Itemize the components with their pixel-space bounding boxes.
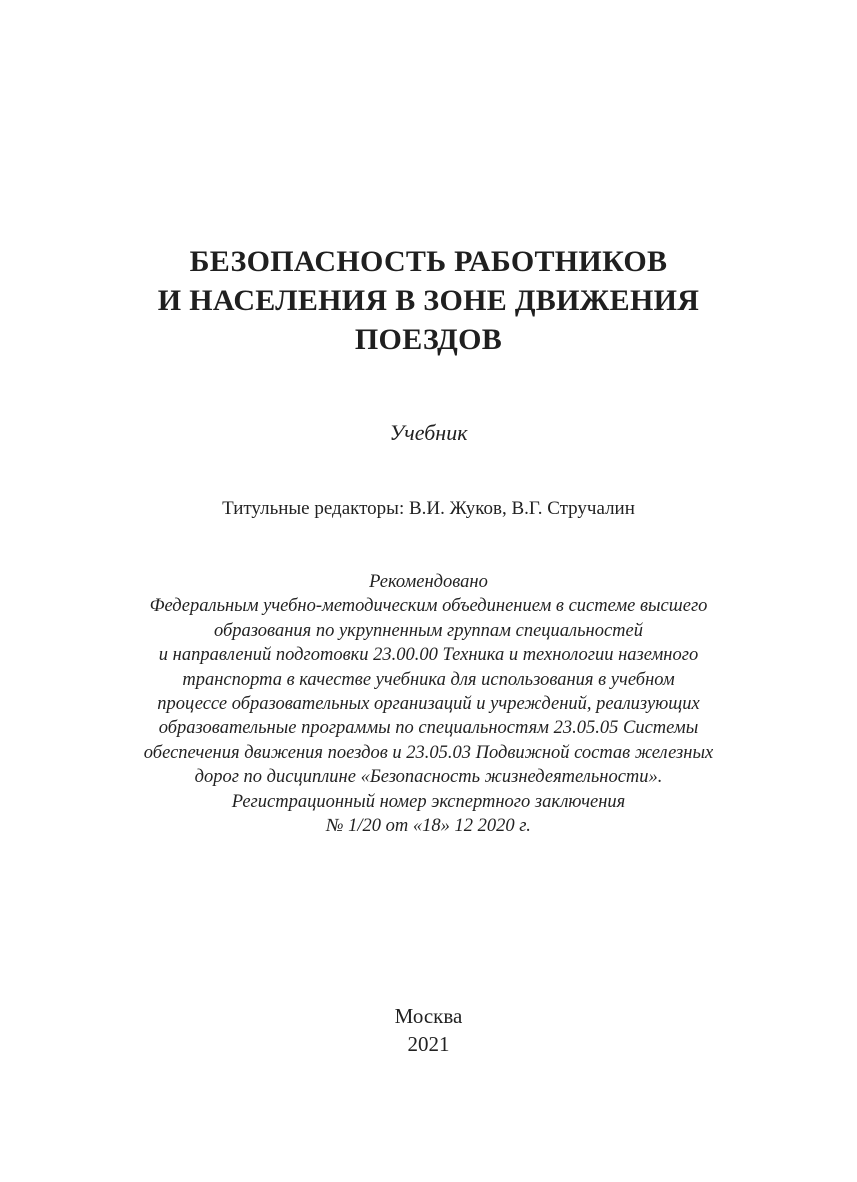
book-title-line: БЕЗОПАСНОСТЬ РАБОТНИКОВ [189, 245, 668, 278]
book-title [0, 242, 857, 359]
book-title-line: ПОЕЗДОВ [354, 323, 503, 356]
recommendation-line: процессе образовательных организаций и учреждений, реализующих [157, 694, 700, 715]
recommendation-line: Регистрационный номер экспертного заключения [231, 791, 626, 812]
imprint [0, 1002, 857, 1058]
recommendation-block [0, 570, 857, 838]
recommendation-line: Рекомендовано [369, 572, 488, 592]
recommendation-line: образования по укрупненным группам специальностей [214, 620, 643, 641]
recommendation-line: и направлений подготовки 23.00.00 Техника и технологии наземного [158, 645, 699, 666]
recommendation-line: дорог по дисциплине «Безопасность жизнедеятельности». [194, 767, 663, 788]
editors-line: Титульные редакторы: В.И. Жуков, В.Г. Стручалин [222, 498, 635, 519]
imprint-city: Москва [394, 1004, 463, 1028]
recommendation-line: транспорта в качестве учебника для использования в учебном [182, 669, 675, 690]
recommendation-line: Федеральным учебно-методическим объединением в системе высшего [149, 596, 708, 617]
recommendation-line: образовательные программы по специальностям 23.05.05 Системы [158, 718, 699, 739]
recommendation-line: № 1/20 от «18» 12 2020 г. [326, 816, 531, 837]
book-title-line: И НАСЕЛЕНИЯ В ЗОНЕ ДВИЖЕНИЯ [157, 284, 700, 317]
recommendation-line: обеспечения движения поездов и 23.05.03 Подвижной состав железных [143, 742, 714, 763]
book-type: Учебник [389, 420, 468, 445]
imprint-year: 2021 [407, 1032, 450, 1056]
